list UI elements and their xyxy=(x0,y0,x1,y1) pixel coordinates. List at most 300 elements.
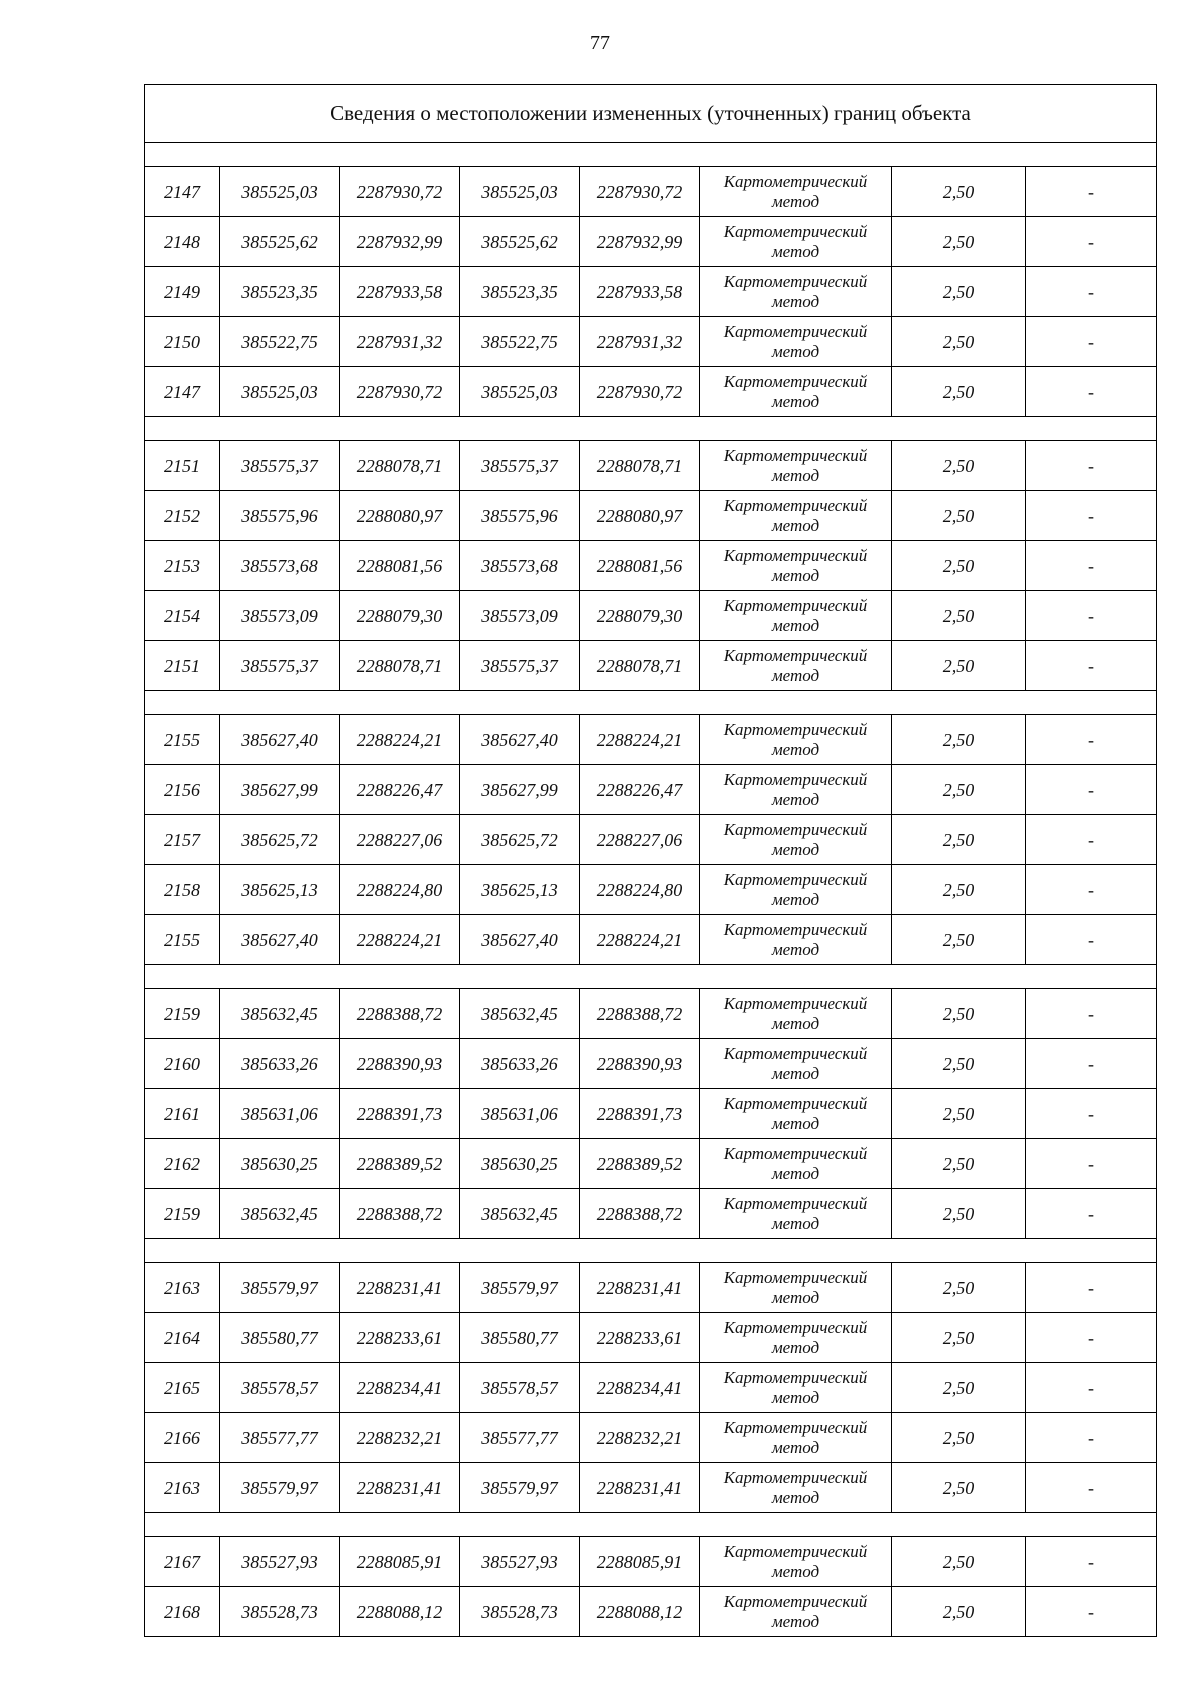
method-line-2: метод xyxy=(771,1487,820,1507)
x-coordinate-cell: 385633,26 xyxy=(220,1039,340,1089)
note-cell: - xyxy=(1026,915,1157,965)
group-separator-row xyxy=(145,691,1157,715)
note-cell: - xyxy=(1026,1263,1157,1313)
method-line-1: Картометрический xyxy=(723,271,868,291)
table-row xyxy=(145,865,1157,915)
accuracy-cell: 2,50 xyxy=(892,1313,1026,1363)
method-cell xyxy=(700,1587,892,1637)
method-cell xyxy=(700,217,892,267)
method-line-1: Картометрический xyxy=(723,495,868,515)
y-coordinate-cell: 2287930,72 xyxy=(340,167,460,217)
y-coordinate-cell: 2288232,21 xyxy=(340,1413,460,1463)
table-row xyxy=(145,765,1157,815)
x-coordinate-cell: 385525,62 xyxy=(220,217,340,267)
table-title: Сведения о местоположении измененных (уточненных) границ объекта xyxy=(145,85,1157,143)
method-line-1: Картометрический xyxy=(723,545,868,565)
method-line-2: метод xyxy=(771,1437,820,1457)
x-coordinate-cell: 385625,13 xyxy=(220,865,340,915)
y-coordinate-new-cell: 2288078,71 xyxy=(580,441,700,491)
method-line-1: Картометрический xyxy=(723,1267,868,1287)
y-coordinate-cell: 2288388,72 xyxy=(340,989,460,1039)
note-cell: - xyxy=(1026,267,1157,317)
y-coordinate-cell: 2288224,80 xyxy=(340,865,460,915)
table-row xyxy=(145,267,1157,317)
x-coordinate-new-cell: 385522,75 xyxy=(460,317,580,367)
x-coordinate-new-cell: 385625,72 xyxy=(460,815,580,865)
method-line-2: метод xyxy=(771,1163,820,1183)
point-number-cell: 2155 xyxy=(145,715,220,765)
y-coordinate-cell: 2288078,71 xyxy=(340,641,460,691)
accuracy-cell: 2,50 xyxy=(892,1363,1026,1413)
accuracy-cell: 2,50 xyxy=(892,1587,1026,1637)
x-coordinate-new-cell: 385573,68 xyxy=(460,541,580,591)
method-line-1: Картометрический xyxy=(723,1317,868,1337)
y-coordinate-cell: 2288231,41 xyxy=(340,1463,460,1513)
method-line-1: Картометрический xyxy=(723,819,868,839)
accuracy-cell: 2,50 xyxy=(892,541,1026,591)
note-cell: - xyxy=(1026,1039,1157,1089)
method-line-2: метод xyxy=(771,939,820,959)
method-cell xyxy=(700,1089,892,1139)
group-separator-cell xyxy=(145,1239,1157,1263)
y-coordinate-cell: 2287930,72 xyxy=(340,367,460,417)
table-row xyxy=(145,1537,1157,1587)
point-number-cell: 2157 xyxy=(145,815,220,865)
method-cell xyxy=(700,1363,892,1413)
note-cell: - xyxy=(1026,541,1157,591)
y-coordinate-new-cell: 2288233,61 xyxy=(580,1313,700,1363)
method-line-1: Картометрический xyxy=(723,1093,868,1113)
point-number-cell: 2160 xyxy=(145,1039,220,1089)
x-coordinate-new-cell: 385525,03 xyxy=(460,167,580,217)
y-coordinate-new-cell: 2288231,41 xyxy=(580,1263,700,1313)
table-row xyxy=(145,167,1157,217)
method-line-2: метод xyxy=(771,839,820,859)
group-separator-row xyxy=(145,1239,1157,1263)
method-cell xyxy=(700,1313,892,1363)
accuracy-cell: 2,50 xyxy=(892,591,1026,641)
y-coordinate-new-cell: 2288224,21 xyxy=(580,915,700,965)
x-coordinate-new-cell: 385579,97 xyxy=(460,1463,580,1513)
table-row xyxy=(145,1139,1157,1189)
x-coordinate-cell: 385577,77 xyxy=(220,1413,340,1463)
note-cell: - xyxy=(1026,317,1157,367)
x-coordinate-cell: 385575,37 xyxy=(220,641,340,691)
method-line-1: Картометрический xyxy=(723,1367,868,1387)
y-coordinate-cell: 2288389,52 xyxy=(340,1139,460,1189)
table-row xyxy=(145,1089,1157,1139)
table-row xyxy=(145,1587,1157,1637)
note-cell: - xyxy=(1026,1363,1157,1413)
y-coordinate-cell: 2288233,61 xyxy=(340,1313,460,1363)
x-coordinate-new-cell: 385578,57 xyxy=(460,1363,580,1413)
table-row xyxy=(145,715,1157,765)
x-coordinate-cell: 385579,97 xyxy=(220,1463,340,1513)
y-coordinate-new-cell: 2288391,73 xyxy=(580,1089,700,1139)
y-coordinate-cell: 2288224,21 xyxy=(340,715,460,765)
table-row xyxy=(145,1189,1157,1239)
note-cell: - xyxy=(1026,989,1157,1039)
y-coordinate-new-cell: 2288227,06 xyxy=(580,815,700,865)
method-line-1: Картометрический xyxy=(723,1043,868,1063)
method-cell xyxy=(700,815,892,865)
table-row xyxy=(145,915,1157,965)
accuracy-cell: 2,50 xyxy=(892,865,1026,915)
y-coordinate-cell: 2288226,47 xyxy=(340,765,460,815)
method-line-1: Картометрический xyxy=(723,171,868,191)
y-coordinate-cell: 2288080,97 xyxy=(340,491,460,541)
note-cell: - xyxy=(1026,441,1157,491)
accuracy-cell: 2,50 xyxy=(892,815,1026,865)
x-coordinate-cell: 385573,09 xyxy=(220,591,340,641)
y-coordinate-new-cell: 2288389,52 xyxy=(580,1139,700,1189)
y-coordinate-new-cell: 2288232,21 xyxy=(580,1413,700,1463)
point-number-cell: 2152 xyxy=(145,491,220,541)
method-cell xyxy=(700,989,892,1039)
method-line-2: метод xyxy=(771,615,820,635)
group-separator-cell xyxy=(145,417,1157,441)
x-coordinate-cell: 385573,68 xyxy=(220,541,340,591)
accuracy-cell: 2,50 xyxy=(892,367,1026,417)
note-cell: - xyxy=(1026,1413,1157,1463)
group-separator-cell xyxy=(145,965,1157,989)
method-line-2: метод xyxy=(771,1113,820,1133)
x-coordinate-cell: 385523,35 xyxy=(220,267,340,317)
method-line-2: метод xyxy=(771,1561,820,1581)
y-coordinate-new-cell: 2287931,32 xyxy=(580,317,700,367)
point-number-cell: 2155 xyxy=(145,915,220,965)
accuracy-cell: 2,50 xyxy=(892,1263,1026,1313)
accuracy-cell: 2,50 xyxy=(892,167,1026,217)
note-cell: - xyxy=(1026,641,1157,691)
method-line-2: метод xyxy=(771,191,820,211)
method-line-1: Картометрический xyxy=(723,769,868,789)
x-coordinate-new-cell: 385575,96 xyxy=(460,491,580,541)
x-coordinate-cell: 385575,37 xyxy=(220,441,340,491)
point-number-cell: 2165 xyxy=(145,1363,220,1413)
y-coordinate-new-cell: 2288226,47 xyxy=(580,765,700,815)
x-coordinate-new-cell: 385627,99 xyxy=(460,765,580,815)
table-row xyxy=(145,641,1157,691)
y-coordinate-cell: 2287933,58 xyxy=(340,267,460,317)
x-coordinate-new-cell: 385625,13 xyxy=(460,865,580,915)
y-coordinate-new-cell: 2287932,99 xyxy=(580,217,700,267)
method-cell xyxy=(700,1413,892,1463)
accuracy-cell: 2,50 xyxy=(892,1413,1026,1463)
method-cell xyxy=(700,167,892,217)
x-coordinate-new-cell: 385632,45 xyxy=(460,989,580,1039)
table-row xyxy=(145,317,1157,367)
method-cell xyxy=(700,715,892,765)
point-number-cell: 2161 xyxy=(145,1089,220,1139)
boundary-coordinates-table xyxy=(144,84,1157,1637)
y-coordinate-new-cell: 2288231,41 xyxy=(580,1463,700,1513)
method-cell xyxy=(700,317,892,367)
point-number-cell: 2158 xyxy=(145,865,220,915)
note-cell: - xyxy=(1026,865,1157,915)
method-cell xyxy=(700,1537,892,1587)
point-number-cell: 2163 xyxy=(145,1463,220,1513)
x-coordinate-new-cell: 385527,93 xyxy=(460,1537,580,1587)
accuracy-cell: 2,50 xyxy=(892,1189,1026,1239)
method-line-2: метод xyxy=(771,1611,820,1631)
method-cell xyxy=(700,1263,892,1313)
accuracy-cell: 2,50 xyxy=(892,641,1026,691)
x-coordinate-cell: 385625,72 xyxy=(220,815,340,865)
group-separator-cell xyxy=(145,1513,1157,1537)
method-line-1: Картометрический xyxy=(723,1143,868,1163)
y-coordinate-new-cell: 2288388,72 xyxy=(580,989,700,1039)
note-cell: - xyxy=(1026,491,1157,541)
x-coordinate-new-cell: 385633,26 xyxy=(460,1039,580,1089)
note-cell: - xyxy=(1026,1537,1157,1587)
accuracy-cell: 2,50 xyxy=(892,989,1026,1039)
method-line-2: метод xyxy=(771,1013,820,1033)
note-cell: - xyxy=(1026,1189,1157,1239)
y-coordinate-new-cell: 2288080,97 xyxy=(580,491,700,541)
note-cell: - xyxy=(1026,1587,1157,1637)
y-coordinate-cell: 2288231,41 xyxy=(340,1263,460,1313)
x-coordinate-new-cell: 385580,77 xyxy=(460,1313,580,1363)
method-line-2: метод xyxy=(771,291,820,311)
x-coordinate-new-cell: 385575,37 xyxy=(460,441,580,491)
point-number-cell: 2166 xyxy=(145,1413,220,1463)
x-coordinate-new-cell: 385528,73 xyxy=(460,1587,580,1637)
method-line-2: метод xyxy=(771,1213,820,1233)
y-coordinate-cell: 2288388,72 xyxy=(340,1189,460,1239)
point-number-cell: 2153 xyxy=(145,541,220,591)
group-separator-cell xyxy=(145,691,1157,715)
y-coordinate-cell: 2288079,30 xyxy=(340,591,460,641)
page-number: 77 xyxy=(590,32,610,54)
method-line-2: метод xyxy=(771,565,820,585)
method-line-2: метод xyxy=(771,739,820,759)
point-number-cell: 2154 xyxy=(145,591,220,641)
method-line-1: Картометрический xyxy=(723,1591,868,1611)
note-cell: - xyxy=(1026,167,1157,217)
x-coordinate-new-cell: 385573,09 xyxy=(460,591,580,641)
x-coordinate-cell: 385627,99 xyxy=(220,765,340,815)
method-line-1: Картометрический xyxy=(723,719,868,739)
x-coordinate-cell: 385525,03 xyxy=(220,367,340,417)
accuracy-cell: 2,50 xyxy=(892,765,1026,815)
x-coordinate-cell: 385575,96 xyxy=(220,491,340,541)
method-line-2: метод xyxy=(771,241,820,261)
y-coordinate-new-cell: 2288079,30 xyxy=(580,591,700,641)
method-cell xyxy=(700,1463,892,1513)
method-line-1: Картометрический xyxy=(723,221,868,241)
note-cell: - xyxy=(1026,591,1157,641)
point-number-cell: 2163 xyxy=(145,1263,220,1313)
accuracy-cell: 2,50 xyxy=(892,267,1026,317)
accuracy-cell: 2,50 xyxy=(892,1039,1026,1089)
method-line-1: Картометрический xyxy=(723,371,868,391)
y-coordinate-new-cell: 2287930,72 xyxy=(580,367,700,417)
method-cell xyxy=(700,441,892,491)
y-coordinate-cell: 2288088,12 xyxy=(340,1587,460,1637)
table-row xyxy=(145,1363,1157,1413)
table-body xyxy=(145,85,1157,1637)
method-line-2: метод xyxy=(771,1387,820,1407)
point-number-cell: 2156 xyxy=(145,765,220,815)
point-number-cell: 2148 xyxy=(145,217,220,267)
method-line-2: метод xyxy=(771,1287,820,1307)
accuracy-cell: 2,50 xyxy=(892,441,1026,491)
method-line-2: метод xyxy=(771,391,820,411)
y-coordinate-cell: 2288234,41 xyxy=(340,1363,460,1413)
point-number-cell: 2162 xyxy=(145,1139,220,1189)
table-row xyxy=(145,217,1157,267)
method-line-2: метод xyxy=(771,465,820,485)
method-line-1: Картометрический xyxy=(723,869,868,889)
method-cell xyxy=(700,765,892,815)
y-coordinate-cell: 2288224,21 xyxy=(340,915,460,965)
note-cell: - xyxy=(1026,367,1157,417)
method-line-2: метод xyxy=(771,341,820,361)
y-coordinate-new-cell: 2288234,41 xyxy=(580,1363,700,1413)
accuracy-cell: 2,50 xyxy=(892,915,1026,965)
method-line-2: метод xyxy=(771,1337,820,1357)
x-coordinate-new-cell: 385577,77 xyxy=(460,1413,580,1463)
y-coordinate-new-cell: 2288388,72 xyxy=(580,1189,700,1239)
y-coordinate-new-cell: 2288224,80 xyxy=(580,865,700,915)
method-line-1: Картометрический xyxy=(723,1467,868,1487)
accuracy-cell: 2,50 xyxy=(892,1139,1026,1189)
y-coordinate-cell: 2288085,91 xyxy=(340,1537,460,1587)
method-line-1: Картометрический xyxy=(723,1417,868,1437)
table-row xyxy=(145,541,1157,591)
group-separator-row xyxy=(145,143,1157,167)
x-coordinate-new-cell: 385627,40 xyxy=(460,915,580,965)
table-row xyxy=(145,815,1157,865)
method-line-1: Картометрический xyxy=(723,1193,868,1213)
x-coordinate-cell: 385627,40 xyxy=(220,715,340,765)
x-coordinate-new-cell: 385525,03 xyxy=(460,367,580,417)
method-cell xyxy=(700,267,892,317)
accuracy-cell: 2,50 xyxy=(892,491,1026,541)
table-row xyxy=(145,1039,1157,1089)
x-coordinate-new-cell: 385630,25 xyxy=(460,1139,580,1189)
y-coordinate-new-cell: 2288081,56 xyxy=(580,541,700,591)
y-coordinate-new-cell: 2287930,72 xyxy=(580,167,700,217)
table-row xyxy=(145,367,1157,417)
group-separator-row xyxy=(145,417,1157,441)
x-coordinate-cell: 385579,97 xyxy=(220,1263,340,1313)
y-coordinate-new-cell: 2287933,58 xyxy=(580,267,700,317)
point-number-cell: 2151 xyxy=(145,441,220,491)
point-number-cell: 2147 xyxy=(145,367,220,417)
method-cell xyxy=(700,367,892,417)
group-separator-cell xyxy=(145,143,1157,167)
x-coordinate-cell: 385580,77 xyxy=(220,1313,340,1363)
method-cell xyxy=(700,1189,892,1239)
method-line-2: метод xyxy=(771,889,820,909)
table-row xyxy=(145,1263,1157,1313)
method-line-1: Картометрический xyxy=(723,445,868,465)
x-coordinate-new-cell: 385631,06 xyxy=(460,1089,580,1139)
x-coordinate-new-cell: 385575,37 xyxy=(460,641,580,691)
y-coordinate-cell: 2288227,06 xyxy=(340,815,460,865)
method-cell xyxy=(700,915,892,965)
x-coordinate-cell: 385525,03 xyxy=(220,167,340,217)
point-number-cell: 2167 xyxy=(145,1537,220,1587)
table-row xyxy=(145,989,1157,1039)
accuracy-cell: 2,50 xyxy=(892,1537,1026,1587)
method-cell xyxy=(700,541,892,591)
x-coordinate-new-cell: 385627,40 xyxy=(460,715,580,765)
y-coordinate-new-cell: 2288088,12 xyxy=(580,1587,700,1637)
note-cell: - xyxy=(1026,1463,1157,1513)
x-coordinate-cell: 385630,25 xyxy=(220,1139,340,1189)
table-row xyxy=(145,441,1157,491)
y-coordinate-new-cell: 2288390,93 xyxy=(580,1039,700,1089)
table-row xyxy=(145,1463,1157,1513)
accuracy-cell: 2,50 xyxy=(892,1089,1026,1139)
point-number-cell: 2151 xyxy=(145,641,220,691)
y-coordinate-new-cell: 2288078,71 xyxy=(580,641,700,691)
y-coordinate-cell: 2288390,93 xyxy=(340,1039,460,1089)
note-cell: - xyxy=(1026,1089,1157,1139)
note-cell: - xyxy=(1026,715,1157,765)
x-coordinate-new-cell: 385632,45 xyxy=(460,1189,580,1239)
accuracy-cell: 2,50 xyxy=(892,317,1026,367)
group-separator-row xyxy=(145,965,1157,989)
y-coordinate-cell: 2288078,71 xyxy=(340,441,460,491)
method-line-2: метод xyxy=(771,1063,820,1083)
method-cell xyxy=(700,641,892,691)
method-cell xyxy=(700,591,892,641)
x-coordinate-cell: 385522,75 xyxy=(220,317,340,367)
point-number-cell: 2159 xyxy=(145,1189,220,1239)
method-line-1: Картометрический xyxy=(723,321,868,341)
table-row xyxy=(145,591,1157,641)
note-cell: - xyxy=(1026,765,1157,815)
method-cell xyxy=(700,865,892,915)
x-coordinate-cell: 385528,73 xyxy=(220,1587,340,1637)
x-coordinate-cell: 385632,45 xyxy=(220,1189,340,1239)
method-line-2: метод xyxy=(771,665,820,685)
method-line-1: Картометрический xyxy=(723,645,868,665)
accuracy-cell: 2,50 xyxy=(892,715,1026,765)
x-coordinate-new-cell: 385523,35 xyxy=(460,267,580,317)
y-coordinate-cell: 2288081,56 xyxy=(340,541,460,591)
method-line-1: Картометрический xyxy=(723,595,868,615)
group-separator-row xyxy=(145,1513,1157,1537)
x-coordinate-cell: 385527,93 xyxy=(220,1537,340,1587)
table-row xyxy=(145,1313,1157,1363)
table-title-row xyxy=(145,85,1157,143)
y-coordinate-new-cell: 2288224,21 xyxy=(580,715,700,765)
accuracy-cell: 2,50 xyxy=(892,217,1026,267)
x-coordinate-cell: 385627,40 xyxy=(220,915,340,965)
point-number-cell: 2159 xyxy=(145,989,220,1039)
note-cell: - xyxy=(1026,1313,1157,1363)
y-coordinate-cell: 2287931,32 xyxy=(340,317,460,367)
x-coordinate-new-cell: 385525,62 xyxy=(460,217,580,267)
point-number-cell: 2149 xyxy=(145,267,220,317)
method-cell xyxy=(700,1139,892,1189)
x-coordinate-cell: 385631,06 xyxy=(220,1089,340,1139)
method-line-2: метод xyxy=(771,515,820,535)
point-number-cell: 2150 xyxy=(145,317,220,367)
point-number-cell: 2168 xyxy=(145,1587,220,1637)
accuracy-cell: 2,50 xyxy=(892,1463,1026,1513)
method-line-2: метод xyxy=(771,789,820,809)
note-cell: - xyxy=(1026,217,1157,267)
method-cell xyxy=(700,1039,892,1089)
y-coordinate-cell: 2287932,99 xyxy=(340,217,460,267)
y-coordinate-cell: 2288391,73 xyxy=(340,1089,460,1139)
